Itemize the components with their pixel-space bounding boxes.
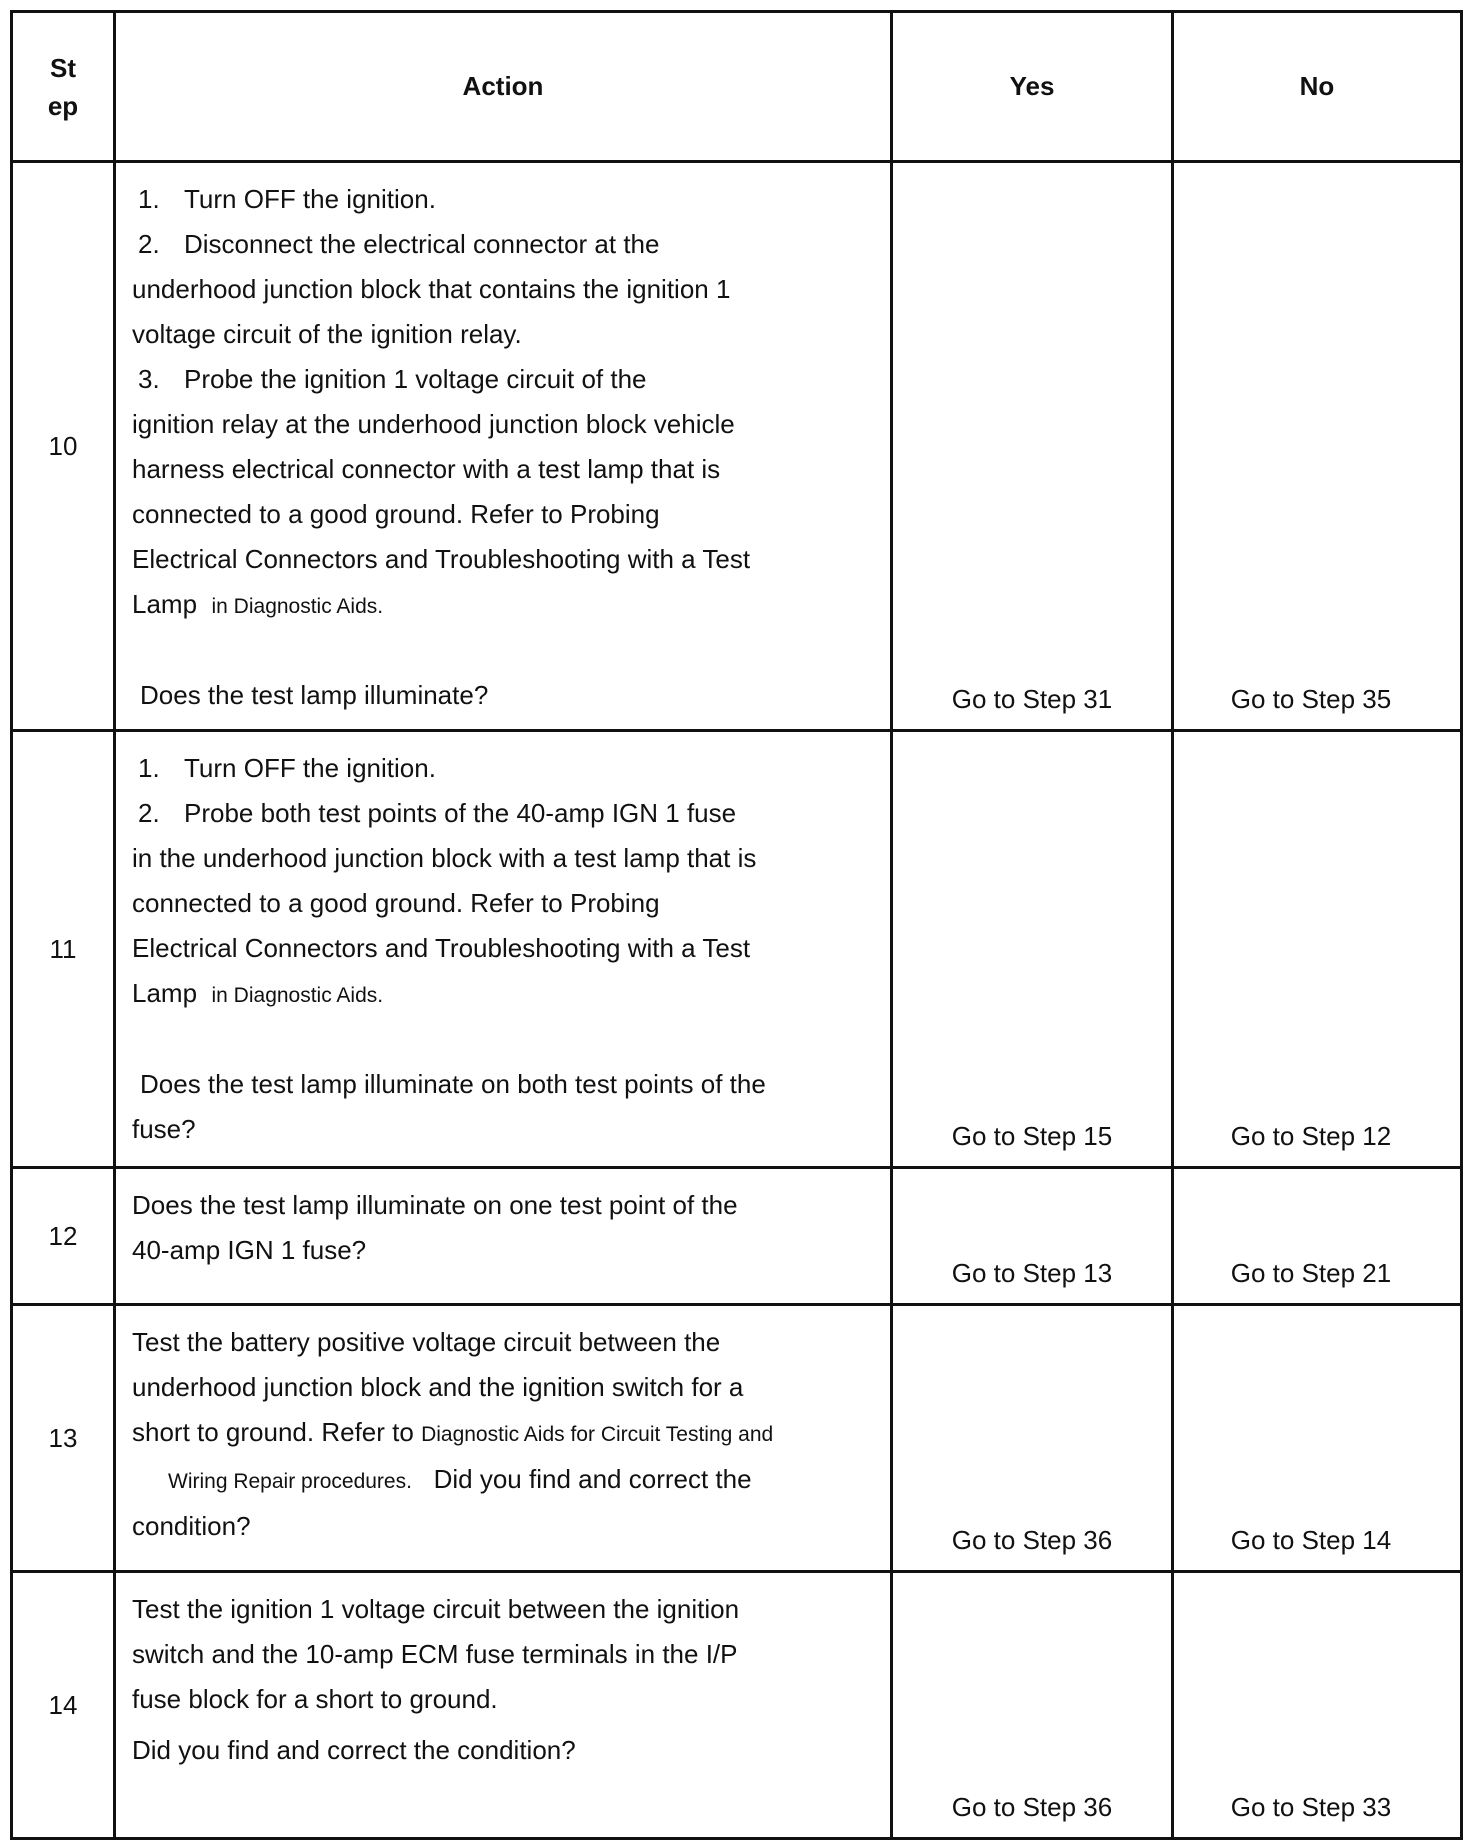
step-number: 14 xyxy=(12,1572,115,1839)
action-line: Wiring Repair procedures. Did you find and correct the xyxy=(168,1464,752,1494)
table-row xyxy=(12,731,1462,1168)
action-question-cont: fuse? xyxy=(132,1114,196,1144)
step-number: 12 xyxy=(12,1168,115,1305)
action-cell xyxy=(115,731,892,1168)
table-row xyxy=(12,1572,1462,1839)
table-row xyxy=(12,1168,1462,1305)
action-line: underhood junction block and the ignition switch for a xyxy=(132,1372,744,1402)
action-cell xyxy=(115,1305,892,1572)
action-line: 3. Probe the ignition 1 voltage circuit of the xyxy=(138,364,647,394)
no-cell: Go to Step 12 xyxy=(1173,731,1462,1168)
action-line: Lamp in Diagnostic Aids. xyxy=(132,589,384,619)
action-line: 1. Turn OFF the ignition. xyxy=(138,753,436,783)
action-cell xyxy=(115,1572,892,1839)
action-line: Electrical Connectors and Troubleshooting with a Test xyxy=(132,933,751,963)
header-step-line2: ep xyxy=(47,90,79,121)
action-line: Lamp in Diagnostic Aids. xyxy=(132,978,384,1008)
no-cell: Go to Step 33 xyxy=(1173,1572,1462,1839)
header-no: No xyxy=(1173,12,1462,162)
action-line: Electrical Connectors and Troubleshooting with a Test xyxy=(132,544,751,574)
header-step xyxy=(12,12,115,162)
action-line: harness electrical connector with a test lamp that is xyxy=(132,454,721,484)
yes-cell: Go to Step 36 xyxy=(892,1572,1173,1839)
no-cell: Go to Step 14 xyxy=(1173,1305,1462,1572)
action-question: Does the test lamp illuminate on both test points of the xyxy=(140,1069,766,1099)
action-line: connected to a good ground. Refer to Probing xyxy=(132,499,660,529)
action-line: voltage circuit of the ignition relay. xyxy=(132,319,522,349)
action-line: switch and the 10-amp ECM fuse terminals in the I/P xyxy=(132,1639,738,1669)
action-line: underhood junction block that contains the ignition 1 xyxy=(132,274,731,304)
step-number: 13 xyxy=(12,1305,115,1572)
yes-cell: Go to Step 15 xyxy=(892,731,1173,1168)
header-action: Action xyxy=(115,12,892,162)
action-line: short to ground. Refer to Diagnostic Aids for Circuit Testing and xyxy=(132,1417,774,1447)
action-line: Test the ignition 1 voltage circuit between the ignition xyxy=(132,1594,740,1624)
table-row xyxy=(12,1305,1462,1572)
action-line: Did you find and correct the condition? xyxy=(132,1735,576,1765)
table-row xyxy=(12,162,1462,731)
action-cell xyxy=(115,162,892,731)
action-line: 40-amp IGN 1 fuse? xyxy=(132,1235,367,1265)
action-line: 1. Turn OFF the ignition. xyxy=(138,184,436,214)
header-row xyxy=(12,12,1462,162)
action-line: 2. Probe both test points of the 40-amp IGN 1 fuse xyxy=(138,798,737,828)
action-line: in the underhood junction block with a test lamp that is xyxy=(132,843,757,873)
action-line: 2. Disconnect the electrical connector at the xyxy=(138,229,660,259)
action-line: Does the test lamp illuminate on one test point of the xyxy=(132,1190,738,1220)
action-line: Test the battery positive voltage circuit between the xyxy=(132,1327,721,1357)
step-number: 11 xyxy=(12,731,115,1168)
action-line: ignition relay at the underhood junction block vehicle xyxy=(132,409,735,439)
yes-cell: Go to Step 13 xyxy=(892,1168,1173,1305)
action-line: fuse block for a short to ground. xyxy=(132,1684,498,1714)
yes-cell: Go to Step 36 xyxy=(892,1305,1173,1572)
step-number: 10 xyxy=(12,162,115,731)
action-line: connected to a good ground. Refer to Probing xyxy=(132,888,660,918)
yes-cell: Go to Step 31 xyxy=(892,162,1173,731)
no-cell: Go to Step 21 xyxy=(1173,1168,1462,1305)
action-cell xyxy=(115,1168,892,1305)
action-line: condition? xyxy=(132,1511,251,1541)
action-question: Does the test lamp illuminate? xyxy=(140,680,489,710)
header-yes: Yes xyxy=(892,12,1173,162)
header-step-line1: St xyxy=(50,52,76,83)
no-cell: Go to Step 35 xyxy=(1173,162,1462,731)
diagnostic-table xyxy=(10,10,1463,1840)
